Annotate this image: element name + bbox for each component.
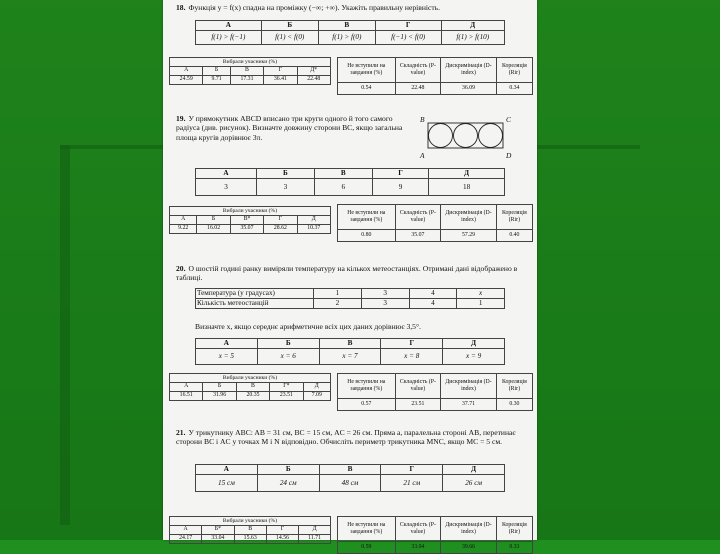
q21-option: 26 см bbox=[443, 475, 505, 492]
metric-value: 36.09 bbox=[441, 82, 497, 94]
stats-letter: Д* bbox=[297, 67, 330, 76]
q21-letter: А bbox=[196, 465, 258, 475]
stats-value: 35.07 bbox=[230, 225, 263, 234]
q20-letter: Б bbox=[257, 339, 319, 349]
stats-value: 16.02 bbox=[197, 225, 230, 234]
metric-value: 0.54 bbox=[338, 82, 396, 94]
stats-letter: А bbox=[170, 216, 197, 225]
q18-option: f(1) > f(−1) bbox=[196, 31, 262, 45]
decor-bar-left bbox=[60, 145, 70, 525]
q18-letter: Д bbox=[441, 21, 504, 31]
stats-letter: А bbox=[170, 67, 203, 76]
data-cell: 2 bbox=[314, 299, 362, 309]
q18-number: 18. bbox=[176, 3, 186, 12]
stats-value: 15.63 bbox=[234, 535, 266, 544]
metric-header: Кореляція (Rir) bbox=[496, 517, 532, 542]
metric-value: 37.71 bbox=[441, 398, 497, 410]
stats-letter: Г bbox=[264, 216, 297, 225]
data-cell: 1 bbox=[457, 299, 505, 309]
metric-header: Дискримінація (D-index) bbox=[441, 205, 497, 230]
q19-letter: Д bbox=[429, 169, 505, 179]
q18-answer-table bbox=[195, 20, 505, 45]
metric-header: Складність (P-value) bbox=[395, 205, 441, 230]
stats-letter: В bbox=[230, 67, 263, 76]
stats-value: 28.62 bbox=[264, 225, 297, 234]
data-cell: 3 bbox=[361, 289, 409, 299]
q18-option: f(1) < f(0) bbox=[261, 31, 318, 45]
metric-value: 57.29 bbox=[441, 229, 497, 241]
q21-number: 21. bbox=[176, 428, 186, 437]
stats-letter: Г bbox=[264, 67, 297, 76]
q21-stats-table bbox=[169, 516, 331, 544]
q19-option: 18 bbox=[429, 179, 505, 196]
stats-value: 9.22 bbox=[170, 225, 197, 234]
q21-letter: Д bbox=[443, 465, 505, 475]
stats-letter: Д bbox=[297, 216, 330, 225]
q19-option: 9 bbox=[372, 179, 428, 196]
q21-metrics-table bbox=[337, 516, 533, 554]
stats-letter: Б bbox=[203, 67, 230, 76]
metric-header: Кореляція (Rir) bbox=[496, 374, 532, 399]
q18-metrics-table bbox=[337, 57, 533, 95]
metric-value: 0.59 bbox=[338, 541, 396, 553]
circles-in-rectangle-figure bbox=[418, 114, 518, 164]
vertex-b-label: B bbox=[420, 115, 425, 124]
q18-stats-table bbox=[169, 57, 331, 85]
decor-bar-right bbox=[537, 145, 640, 149]
q20-number: 20. bbox=[176, 264, 186, 273]
q21-option: 21 см bbox=[381, 475, 443, 492]
stats-letter: Д bbox=[299, 526, 331, 535]
stats-letter: В* bbox=[230, 216, 263, 225]
metric-value: 33.04 bbox=[395, 541, 441, 553]
q18-option: f(1) > f(0) bbox=[318, 31, 375, 45]
metric-header: Не вступили на завдання (%) bbox=[338, 205, 396, 230]
metric-header: Не вступили на завдання (%) bbox=[338, 58, 396, 83]
q20-option: x = 8 bbox=[381, 349, 443, 365]
vertex-a-label: A bbox=[420, 151, 425, 160]
stats-value: 22.48 bbox=[297, 76, 330, 85]
q20-letter: В bbox=[319, 339, 381, 349]
stats-value: 9.71 bbox=[203, 76, 230, 85]
vertex-d-label: D bbox=[506, 151, 512, 160]
q18-letter: Г bbox=[375, 21, 441, 31]
vertex-c-label: C bbox=[506, 115, 511, 124]
metric-value: 35.07 bbox=[395, 229, 441, 241]
q19-text: 19. У прямокутник ABCD вписано три круги одного й того самого радіуса (див. рисунок). Визначте довжину сторони BC, якщо загальна площа кругів дорівнює 3π. bbox=[176, 114, 403, 142]
q21-answer-table bbox=[195, 464, 505, 492]
q19-letter: А bbox=[196, 169, 257, 179]
data-row-label: Температура (у градусах) bbox=[196, 289, 314, 299]
stats-value: 10.37 bbox=[297, 225, 330, 234]
metric-value: 0.30 bbox=[496, 398, 532, 410]
decor-bar-top bbox=[60, 145, 163, 149]
metric-value: 0.40 bbox=[496, 229, 532, 241]
metric-header: Кореляція (Rir) bbox=[496, 205, 532, 230]
data-cell: 4 bbox=[409, 299, 457, 309]
stats-value: 11.71 bbox=[299, 535, 331, 544]
stats-letter: Б bbox=[197, 216, 230, 225]
metric-header: Не вступили на завдання (%) bbox=[338, 374, 396, 399]
stats-value: 24.17 bbox=[170, 535, 202, 544]
stats-value: 31.96 bbox=[203, 392, 236, 401]
q19-letter: Б bbox=[257, 169, 315, 179]
metric-value: 0.34 bbox=[496, 82, 532, 94]
q18-option: f(1) > f(10) bbox=[441, 31, 504, 45]
stats-letter: Б bbox=[203, 383, 236, 392]
q19-option: 3 bbox=[257, 179, 315, 196]
stats-value: 24.59 bbox=[170, 76, 203, 85]
metric-value: 0.57 bbox=[338, 398, 396, 410]
q20-data-table bbox=[195, 288, 505, 309]
q19-answer-table bbox=[195, 168, 505, 196]
q20-letter: Г bbox=[381, 339, 443, 349]
stats-caption: Вибрали учасники (%) bbox=[170, 374, 331, 383]
stats-letter: Г bbox=[266, 526, 298, 535]
stats-letter: А bbox=[170, 526, 202, 535]
stats-letter: В bbox=[234, 526, 266, 535]
q20-letter: А bbox=[196, 339, 258, 349]
metric-header: Дискримінація (D-index) bbox=[441, 58, 497, 83]
stats-caption: Вибрали учасники (%) bbox=[170, 58, 331, 67]
stats-value: 20.35 bbox=[236, 392, 269, 401]
stats-value: 16.51 bbox=[170, 392, 203, 401]
q20-question: Визначте x, якщо середнє арифметичне всіх цих даних дорівнює 3,5°. bbox=[195, 322, 421, 331]
q20-metrics-table bbox=[337, 373, 533, 411]
stats-value: 23.51 bbox=[270, 392, 303, 401]
q20-option: x = 9 bbox=[443, 349, 505, 365]
stats-value: 33.04 bbox=[202, 535, 234, 544]
right-backdrop bbox=[537, 0, 720, 540]
metric-header: Кореляція (Rir) bbox=[496, 58, 532, 83]
q19-option: 3 bbox=[196, 179, 257, 196]
metric-header: Складність (P-value) bbox=[395, 374, 441, 399]
q21-letter: Б bbox=[257, 465, 319, 475]
document-page bbox=[163, 0, 537, 551]
metric-value: 22.48 bbox=[395, 82, 441, 94]
stats-caption: Вибрали учасники (%) bbox=[170, 517, 331, 526]
stats-value: 7.09 bbox=[303, 392, 330, 401]
q20-answer-table bbox=[195, 338, 505, 365]
metric-value: 0.33 bbox=[496, 541, 532, 553]
metric-value: 0.80 bbox=[338, 229, 396, 241]
metric-value: 23.51 bbox=[395, 398, 441, 410]
stats-value: 17.31 bbox=[230, 76, 263, 85]
stats-letter: Д bbox=[303, 383, 330, 392]
q21-option: 24 см bbox=[257, 475, 319, 492]
q20-option: x = 6 bbox=[257, 349, 319, 365]
stats-value: 36.41 bbox=[264, 76, 297, 85]
data-cell: x bbox=[457, 289, 505, 299]
q20-stats-table bbox=[169, 373, 331, 401]
q18-text: 18. Функція y = f(x) спадна на проміжку (−∞; +∞). Укажіть правильну нерівність. bbox=[176, 3, 441, 12]
q18-letter: В bbox=[318, 21, 375, 31]
q18-letter: А bbox=[196, 21, 262, 31]
q20-option: x = 7 bbox=[319, 349, 381, 365]
q21-letter: Г bbox=[381, 465, 443, 475]
metric-header: Складність (P-value) bbox=[395, 58, 441, 83]
stats-letter: А bbox=[170, 383, 203, 392]
q19-stats-table bbox=[169, 206, 331, 234]
q19-figure bbox=[418, 114, 518, 164]
stats-caption: Вибрали учасники (%) bbox=[170, 207, 331, 216]
q19-number: 19. bbox=[176, 114, 186, 123]
stats-letter: Г* bbox=[270, 383, 303, 392]
data-cell: 4 bbox=[409, 289, 457, 299]
data-row-label: Кількість метеостанцій bbox=[196, 299, 314, 309]
q18-letter: Б bbox=[261, 21, 318, 31]
metric-header: Складність (P-value) bbox=[395, 517, 441, 542]
q21-option: 15 см bbox=[196, 475, 258, 492]
q19-option: 6 bbox=[314, 179, 372, 196]
metric-value: 39.66 bbox=[441, 541, 497, 553]
stats-letter: В bbox=[236, 383, 269, 392]
data-cell: 3 bbox=[361, 299, 409, 309]
q21-letter: В bbox=[319, 465, 381, 475]
q20-text: 20. О шостій годині ранку виміряли температуру на кількох метеостанціях. Отримані дані відображено в таблиці. bbox=[176, 264, 518, 283]
q19-letter: В bbox=[314, 169, 372, 179]
q18-option: f(−1) < f(0) bbox=[375, 31, 441, 45]
q20-option: x = 5 bbox=[196, 349, 258, 365]
metric-header: Дискримінація (D-index) bbox=[441, 374, 497, 399]
q19-metrics-table bbox=[337, 204, 533, 242]
data-cell: 1 bbox=[314, 289, 362, 299]
metric-header: Дискримінація (D-index) bbox=[441, 517, 497, 542]
stats-value: 14.56 bbox=[266, 535, 298, 544]
q21-option: 48 см bbox=[319, 475, 381, 492]
stats-letter: Б* bbox=[202, 526, 234, 535]
q19-letter: Г bbox=[372, 169, 428, 179]
q20-letter: Д bbox=[443, 339, 505, 349]
metric-header: Не вступили на завдання (%) bbox=[338, 517, 396, 542]
q21-text: 21. У трикутнику ABC: AB = 31 см, BC = 15 см, AC = 26 см. Пряма a, паралельна стороні AB, перетинає сторони BC і AC у точках M і N відповідно. Обчисліть периметр трикутника MNC, якщо MC = 5 см. bbox=[176, 428, 516, 447]
left-backdrop bbox=[0, 0, 163, 540]
